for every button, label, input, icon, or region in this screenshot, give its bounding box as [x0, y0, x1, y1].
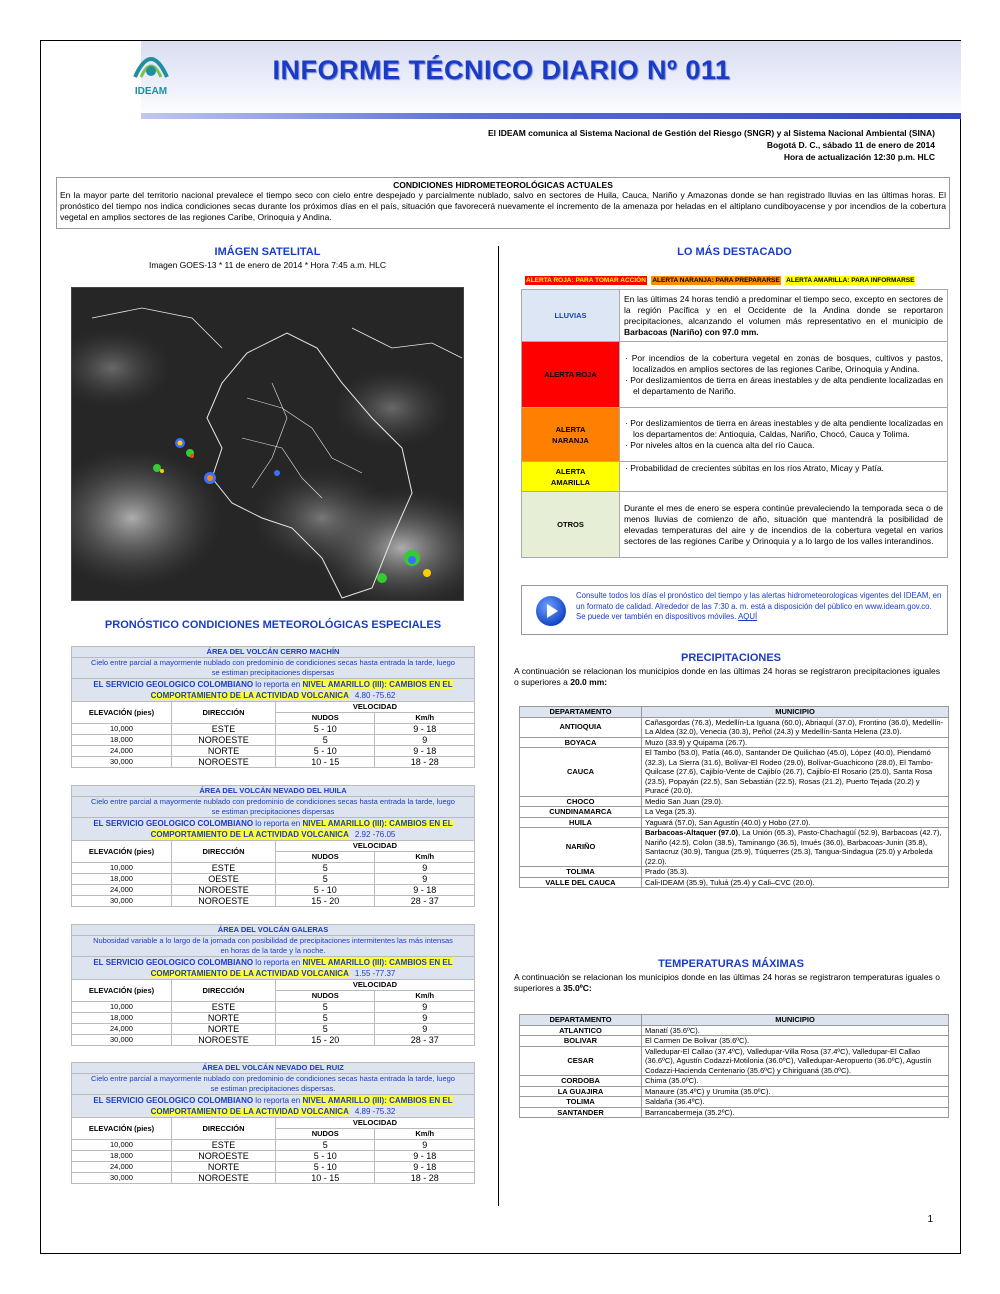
- report-title: INFORME TÉCNICO DIARIO Nº 011: [272, 55, 731, 85]
- wind-row: [72, 1140, 475, 1151]
- highlights-table: [521, 289, 948, 558]
- precip-mun-text: Muzo (33.9) y Quipama (26.7).: [645, 737, 748, 747]
- precip-department: CHOCO: [520, 796, 642, 807]
- volcano-desc-line: Nubosidad variable a lo largo de la jornada con posibilidad de precipitaciones intermitentes las más intensas: [93, 936, 453, 945]
- cat-naranja-l2: NARANJA: [552, 435, 589, 445]
- precip-department: NARIÑO: [520, 828, 642, 867]
- wind-elevation: 30,000: [72, 757, 172, 768]
- wind-knots: 5: [276, 1013, 375, 1024]
- satellite-caption: Imagen GOES-13 * 11 de enero de 2014 * Hora 7:45 a.m. HLC: [148, 260, 387, 270]
- volcano-alert: [72, 957, 475, 980]
- naranja-item-text: Por deslizamientos de tierra en áreas inestables y de alta pendiente localizadas en los departamentos de: Antioquia, Caldas, Nariño, Chocó, Cauca y Tolima.: [630, 418, 943, 439]
- conditions-title: CONDICIONES HIDROMETEOROLÓGICAS ACTUALES: [393, 180, 613, 190]
- wind-knots: 5 - 10: [276, 746, 375, 757]
- roja-item-text: Por deslizamientos de tierra en áreas inestables y de alta pendiente localizadas en el departamento de Nariño.: [630, 374, 943, 396]
- sgc-mid: lo reporta en: [253, 1096, 303, 1105]
- precip-col-dep: DEPARTAMENTO: [520, 707, 642, 718]
- volcano-alert: [72, 1095, 475, 1118]
- precip-intro-text: A continuación se relacionan los municipios donde en las últimas 24 horas se registraron precipitaciones iguales o superiores a: [514, 666, 940, 687]
- precip-department: BOYACA: [520, 737, 642, 748]
- satellite-image: [71, 287, 464, 601]
- col-kmh: Km/h: [375, 991, 475, 1002]
- amarilla-item-text: Probabilidad de crecientes súbitas en los ríos Atrato, Micay y Patía.: [630, 463, 884, 473]
- temps-header-row: [520, 1015, 949, 1026]
- volcano-level-2: COMPORTAMIENTO DE LA ACTIVIDAD VOLCANICA: [150, 691, 349, 700]
- temps-row: [520, 1086, 949, 1097]
- volcano-desc-row: [72, 658, 475, 679]
- volcano-coords: 2.92 -76.05: [354, 830, 396, 839]
- sgc-mid: lo reporta en: [253, 680, 303, 689]
- sgc-mid: lo reporta en: [253, 819, 303, 828]
- volcano-area-row: [72, 647, 475, 658]
- precip-municipalities: [642, 867, 949, 878]
- precip-department: HUILA: [520, 817, 642, 828]
- temps-department: SANTANDER: [520, 1107, 642, 1118]
- volcano-area-row: [72, 786, 475, 797]
- volcano-level: NIVEL AMARILLO (III): CAMBIOS EN EL: [302, 680, 453, 689]
- volcano-table: [71, 1062, 475, 1184]
- col-kmh: Km/h: [375, 852, 475, 863]
- precip-department: CAUCA: [520, 748, 642, 797]
- roja-item: · Por deslizamientos de tierra en áreas inestables y de alta pendiente localizadas en el departamento de Nariño.: [625, 374, 943, 396]
- volcano-desc-row: [72, 1074, 475, 1095]
- naranja-item-text: Por niveles altos en la cuenca alta del río Cauca.: [630, 440, 815, 450]
- temps-municipalities: Saldaña (36.4ºC).: [642, 1097, 949, 1108]
- precip-rows: [520, 717, 949, 888]
- cat-lluvias: LLUVIAS: [522, 290, 620, 342]
- col-direction: DIRECCIÓN: [172, 1118, 276, 1140]
- col-velocity: VELOCIDAD: [276, 841, 475, 852]
- volcano-area: ÁREA DEL VOLCÁN NEVADO DEL RUIZ: [72, 1063, 475, 1074]
- wind-elevation: 24,000: [72, 885, 172, 896]
- volcano-desc: [72, 658, 475, 679]
- temps-row: [520, 1097, 949, 1108]
- volcano-table: [71, 785, 475, 907]
- info-link[interactable]: AQUÍ: [738, 612, 758, 621]
- precip-mun-text: La Vega (25.3).: [645, 807, 697, 816]
- volcano-colhead-row: [72, 841, 475, 852]
- temps-department: ATLANTICO: [520, 1025, 642, 1036]
- wind-row: [72, 1024, 475, 1035]
- precip-row: [520, 796, 949, 807]
- wind-kmh: 9 - 18: [375, 746, 475, 757]
- legend-red: ALERTA ROJA: PARA TOMAR ACCIÓN: [526, 277, 646, 284]
- wind-kmh: 9: [375, 1024, 475, 1035]
- legend-orange: ALERTA NARANJA: PARA PREPARARSE: [652, 277, 780, 284]
- precip-row: [520, 828, 949, 867]
- wind-elevation: 24,000: [72, 1024, 172, 1035]
- precip-max-value: Barbacoas-Altaquer (97.0): [645, 828, 738, 837]
- col-kmh: Km/h: [375, 1129, 475, 1140]
- precip-threshold: 20.0 mm:: [570, 677, 608, 687]
- wind-elevation: 18,000: [72, 735, 172, 746]
- sgc-name: EL SERVICIO GEOLOGICO COLOMBIANO: [93, 680, 254, 689]
- temps-department: CESAR: [520, 1046, 642, 1076]
- conditions-box: [56, 177, 950, 229]
- volcano-desc: [72, 1074, 475, 1095]
- volcano-desc-line: se estiman precipitaciones dispersas.: [210, 1084, 336, 1093]
- volcano-alert: [72, 679, 475, 702]
- precip-mun-text: Medio San Juan (29.0).: [645, 796, 723, 806]
- wind-knots: 5 - 10: [276, 724, 375, 735]
- intro-date: Bogotá D. C., sábado 11 de enero de 2014: [766, 140, 935, 150]
- cat-otros: OTROS: [522, 492, 620, 558]
- wind-row: [72, 1162, 475, 1173]
- temps-municipalities: Manaure (35.4ºC) y Urumita (35.0ºC).: [642, 1086, 949, 1097]
- wind-row: [72, 1173, 475, 1184]
- precip-department: ANTIOQUIA: [520, 717, 642, 737]
- temps-municipalities: Chima (35.0ºC).: [642, 1076, 949, 1087]
- wind-direction: NOROESTE: [172, 757, 276, 768]
- temps-col-mun: MUNICIPIO: [642, 1015, 949, 1026]
- precip-intro: [514, 666, 940, 688]
- otros-text: Durante el mes de enero se espera continúe prevaleciendo la temporada seca o de menos lluvias de comienzo de año, situación que mantendrá la posibilidad de elevadas temperaturas del aire y de incendios de la cobertura vegetal en varios sectores de las regiones Caribe y Orinoquia y a lo largo de los valles interandinos.: [620, 492, 948, 558]
- precip-mun-text: El Tambo (53.0), Patía (46.0), Santander De Quilichao (45.0), López (40.0), Piendamó (32.3), La Sierra (31.6), Bolívar-El Rodeo (29.0), Bolívar-Guachicono (28.0), El Tambo-Quilcase (27.6), Cajibío-Vente de Cajibío (26.7), Cajibío-El Rosario (25.0), Santa Rosa (23.5), Popayán (22.5), San Sebastián (22.5), Rosas (21.2), Puerto Tejada (20.2) y Puracé (20.0).: [645, 748, 933, 795]
- row-alerta-roja: [522, 342, 948, 408]
- wind-direction: NORTE: [172, 1162, 276, 1173]
- wind-kmh: 9 - 18: [375, 885, 475, 896]
- satellite-title: IMÁGEN SATELITAL: [214, 246, 321, 258]
- temps-intro: [514, 972, 940, 994]
- lluvias-text-bold: Barbacoas (Nariño) con 97.0 mm.: [624, 326, 759, 337]
- amarilla-item: · Probabilidad de crecientes súbitas en los ríos Atrato, Micay y Patía.: [625, 463, 884, 473]
- column-divider: [498, 246, 499, 1206]
- col-velocity: VELOCIDAD: [276, 702, 475, 713]
- temps-threshold: 35.0ºC:: [563, 983, 592, 993]
- volcano-desc-line: se estiman precipitaciones dispersas: [211, 668, 335, 677]
- wind-kmh: 9 - 18: [375, 1151, 475, 1162]
- cat-alerta-roja: ALERTA ROJA: [522, 342, 620, 408]
- row-alerta-naranja: [522, 408, 948, 462]
- col-nudos: NUDOS: [276, 713, 375, 724]
- wind-direction: NORTE: [172, 746, 276, 757]
- row-otros: [522, 492, 948, 558]
- wind-elevation: 10,000: [72, 1140, 172, 1151]
- wind-elevation: 24,000: [72, 746, 172, 757]
- wind-kmh: 28 - 37: [375, 896, 475, 907]
- roja-text: [620, 342, 948, 408]
- wind-row: [72, 874, 475, 885]
- volcano-level: NIVEL AMARILLO (III): CAMBIOS EN EL: [302, 1096, 453, 1105]
- precip-title: PRECIPITACIONES: [680, 652, 782, 664]
- volcano-area-row: [72, 1063, 475, 1074]
- temps-municipalities: Manatí (35.6ºC).: [642, 1025, 949, 1036]
- legend-yellow: ALERTA AMARILLA: PARA INFORMARSE: [786, 277, 915, 284]
- temps-row: [520, 1025, 949, 1036]
- sgc-name: EL SERVICIO GEOLOGICO COLOMBIANO: [93, 819, 254, 828]
- wind-direction: NOROESTE: [172, 896, 276, 907]
- volcano-colhead-row: [72, 980, 475, 991]
- wind-elevation: 10,000: [72, 1002, 172, 1013]
- header-stripe: [141, 113, 961, 119]
- temps-municipalities: El Carmen De Bolivar (35.6ºC).: [642, 1036, 949, 1047]
- wind-row: [72, 1151, 475, 1162]
- volcano-desc-line: Cielo entre parcial a mayormente nublado con predominio de condiciones secas hasta entrada la tarde, luego: [91, 1074, 455, 1083]
- info-text: [576, 591, 942, 623]
- wind-kmh: 9: [375, 863, 475, 874]
- volcano-area: ÁREA DEL VOLCÁN GALERAS: [72, 925, 475, 936]
- wind-row: [72, 1013, 475, 1024]
- volcano-alert-row: [72, 1095, 475, 1118]
- wind-knots: 5: [276, 1002, 375, 1013]
- wind-row: [72, 724, 475, 735]
- precip-col-mun: MUNICIPIO: [642, 707, 949, 718]
- play-icon[interactable]: [536, 596, 566, 626]
- naranja-item: · Por niveles altos en la cuenca alta del río Cauca.: [625, 440, 815, 450]
- wind-kmh: 9: [375, 1140, 475, 1151]
- temps-department: BOLIVAR: [520, 1036, 642, 1047]
- report-page: [40, 40, 961, 1254]
- col-nudos: NUDOS: [276, 852, 375, 863]
- roja-item: · Por incendios de la cobertura vegetal en zonas de bosques, cultivos y pastos, localizados en amplios sectores de las regiones Caribe, Orinoquia y Andina.: [625, 352, 943, 374]
- wind-elevation: 10,000: [72, 724, 172, 735]
- wind-knots: 10 - 15: [276, 1173, 375, 1184]
- wind-row: [72, 885, 475, 896]
- wind-direction: ESTE: [172, 724, 276, 735]
- volcano-level-2: COMPORTAMIENTO DE LA ACTIVIDAD VOLCANICA: [150, 830, 349, 839]
- wind-kmh: 18 - 28: [375, 757, 475, 768]
- volcano-colhead-row: [72, 702, 475, 713]
- precip-municipalities: [642, 748, 949, 797]
- wind-knots: 5 - 10: [276, 1151, 375, 1162]
- volcano-coords: 4.80 -75.62: [354, 691, 396, 700]
- precip-row: [520, 807, 949, 818]
- wind-elevation: 24,000: [72, 1162, 172, 1173]
- volcano-area-row: [72, 925, 475, 936]
- info-box: [521, 585, 948, 635]
- wind-elevation: 18,000: [72, 874, 172, 885]
- wind-knots: 10 - 15: [276, 757, 375, 768]
- wind-knots: 5: [276, 1024, 375, 1035]
- volcano-desc-row: [72, 797, 475, 818]
- wind-direction: NORTE: [172, 1013, 276, 1024]
- naranja-text: [620, 408, 948, 462]
- temps-intro-text: A continuación se relacionan los municipios donde en las últimas 24 horas se registraron temperaturas iguales o superiores a: [514, 972, 940, 993]
- cat-alerta-naranja: [522, 408, 620, 462]
- precip-mun-text: Prado (35.3).: [645, 867, 689, 876]
- volcano-level: NIVEL AMARILLO (III): CAMBIOS EN EL: [302, 958, 453, 967]
- highlights-title: LO MÁS DESTACADO: [677, 246, 792, 258]
- temps-department: CORDOBA: [520, 1076, 642, 1087]
- cat-alerta-amarilla: [522, 462, 620, 492]
- volcano-desc-row: [72, 936, 475, 957]
- precip-municipalities: [642, 737, 949, 748]
- intro-update-time: Hora de actualización 12:30 p.m. HLC: [783, 152, 935, 162]
- wind-kmh: 9: [375, 1002, 475, 1013]
- wind-row: [72, 757, 475, 768]
- wind-row: [72, 746, 475, 757]
- precip-mun-text: Cali-IDEAM (35.9), Tuluá (25.4) y Cali–CVC (20.0).: [645, 877, 815, 887]
- wind-direction: ESTE: [172, 1002, 276, 1013]
- wind-direction: NORTE: [172, 1024, 276, 1035]
- precip-row: [520, 737, 949, 748]
- volcano-table: [71, 646, 475, 768]
- row-lluvias: [522, 290, 948, 342]
- wind-row: [72, 735, 475, 746]
- precip-mun-text: Cañasgordas (76.3), Medellín-La Iguana (60.0), Abriaquí (37.0), Frontino (36.0), Medellín-La Aldea (32.0), Venecia (30.3), Peñol (24.3) y Medellín-Santa Helena (23.0).: [645, 717, 944, 736]
- wind-direction: NOROESTE: [172, 1035, 276, 1046]
- temps-row: [520, 1076, 949, 1087]
- forecast-title: PRONÓSTICO CONDICIONES METEOROLÓGICAS ESPECIALES: [104, 619, 442, 631]
- sgc-mid: lo reporta en: [253, 958, 303, 967]
- volcano-table: [71, 924, 475, 1046]
- wind-elevation: 30,000: [72, 1173, 172, 1184]
- col-elevation: ELEVACIÓN (pies): [72, 1118, 172, 1140]
- wind-elevation: 18,000: [72, 1013, 172, 1024]
- wind-knots: 15 - 20: [276, 896, 375, 907]
- wind-knots: 5: [276, 874, 375, 885]
- col-elevation: ELEVACIÓN (pies): [72, 702, 172, 724]
- volcano-colhead-row: [72, 1118, 475, 1129]
- wind-elevation: 30,000: [72, 896, 172, 907]
- wind-row: [72, 1035, 475, 1046]
- col-nudos: NUDOS: [276, 1129, 375, 1140]
- row-alerta-amarilla: [522, 462, 948, 492]
- precip-department: TOLIMA: [520, 867, 642, 878]
- col-elevation: ELEVACIÓN (pies): [72, 980, 172, 1002]
- wind-elevation: 30,000: [72, 1035, 172, 1046]
- wind-knots: 15 - 20: [276, 1035, 375, 1046]
- wind-kmh: 28 - 37: [375, 1035, 475, 1046]
- volcano-coords: 4.89 -75.32: [354, 1107, 396, 1116]
- page-number: 1: [927, 1214, 933, 1225]
- alert-legend: [525, 269, 945, 287]
- temps-row: [520, 1036, 949, 1047]
- precip-row: [520, 867, 949, 878]
- precip-municipalities: [642, 877, 949, 888]
- col-elevation: ELEVACIÓN (pies): [72, 841, 172, 863]
- sgc-name: EL SERVICIO GEOLOGICO COLOMBIANO: [93, 1096, 254, 1105]
- conditions-text: En la mayor parte del territorio nacional prevalece el tiempo seco con cielo entre despejado y parcialmente nublado, salvo en sectores de Huila, Cauca, Nariño y Amazonas donde se han registrado lluvias en las últimas horas. El pronóstico del tiempo nos indica condiciones secas durante los próximos días en el país, situación que favorecerá nuevamente el incremento de la amenaza por heladas en el altiplano cundiboyacense y por incendios de la cobertura vegetal en amplios sectores de las regiones Caribe, Orinoquia y Andina.: [60, 190, 946, 222]
- precip-row: [520, 748, 949, 797]
- volcano-desc-line: Cielo entre parcial a mayormente nublado con predominio de condiciones secas hasta entrada la tarde, luego: [91, 797, 455, 806]
- wind-direction: ESTE: [172, 1140, 276, 1151]
- temps-department: LA GUAJIRA: [520, 1086, 642, 1097]
- intro-block: [488, 127, 935, 163]
- temps-municipalities: Valledupar-El Callao (37.4ºC), Valledupar-Villa Rosa (37.4ºC), Valledupar-El Callao (36.6ºC), Agustín Codazzi-Motilonia (36.0ºC), Valledupar-Aeropuerto (36.0ºC), Agustín Codazzi-Hacienda Centenario (35.6ºC) y Chiriguaná (35.0ºC).: [642, 1046, 949, 1076]
- volcano-alert-row: [72, 957, 475, 980]
- wind-knots: 5 - 10: [276, 1162, 375, 1173]
- sgc-name: EL SERVICIO GEOLOGICO COLOMBIANO: [93, 958, 254, 967]
- volcano-desc-line: se estiman precipitaciones dispersas: [211, 807, 335, 816]
- amarilla-text: [620, 462, 948, 492]
- volcano-desc-line: Cielo entre parcial a mayormente nublado con predominio de condiciones secas hasta entrada la tarde, luego: [91, 658, 455, 667]
- volcano-desc: [72, 797, 475, 818]
- temps-row: [520, 1046, 949, 1076]
- wind-row: [72, 1002, 475, 1013]
- precip-header-row: [520, 707, 949, 718]
- temps-col-dep: DEPARTAMENTO: [520, 1015, 642, 1026]
- lluvias-text: [620, 290, 948, 342]
- wind-direction: NOROESTE: [172, 1151, 276, 1162]
- volcano-desc: [72, 936, 475, 957]
- col-velocity: VELOCIDAD: [276, 1118, 475, 1129]
- wind-direction: ESTE: [172, 863, 276, 874]
- temps-table: [519, 1014, 949, 1118]
- wind-elevation: 18,000: [72, 1151, 172, 1162]
- col-nudos: NUDOS: [276, 991, 375, 1002]
- precip-table: [519, 706, 949, 888]
- wind-kmh: 9: [375, 735, 475, 746]
- temps-row: [520, 1107, 949, 1118]
- cat-amarilla-l2: AMARILLA: [550, 477, 591, 487]
- wind-direction: NOROESTE: [172, 1173, 276, 1184]
- wind-kmh: 9: [375, 874, 475, 885]
- wind-kmh: 9: [375, 1013, 475, 1024]
- volcano-alert: [72, 818, 475, 841]
- wind-row: [72, 896, 475, 907]
- col-velocity: VELOCIDAD: [276, 980, 475, 991]
- precip-municipalities: [642, 807, 949, 818]
- precip-row: [520, 877, 949, 888]
- wind-row: [72, 863, 475, 874]
- temps-title: TEMPERATURAS MÁXIMAS: [658, 958, 804, 970]
- intro-line: El IDEAM comunica al Sistema Nacional de Gestión del Riesgo (SNGR) y al Sistema Nacional Ambiental (SINA): [488, 128, 935, 138]
- wind-knots: 5 - 10: [276, 885, 375, 896]
- wind-kmh: 9 - 18: [375, 724, 475, 735]
- precip-municipalities: [642, 796, 949, 807]
- wind-direction: OESTE: [172, 874, 276, 885]
- precip-row: [520, 717, 949, 737]
- col-direction: DIRECCIÓN: [172, 980, 276, 1002]
- satellite-map-icon: [72, 288, 464, 601]
- precip-department: VALLE DEL CAUCA: [520, 877, 642, 888]
- precip-mun-text: Yaguará (57.0), San Agustín (40.0) y Hobo (27.0).: [645, 817, 811, 827]
- wind-direction: NOROESTE: [172, 885, 276, 896]
- volcano-coords: 1.55 -77.37: [354, 969, 396, 978]
- col-kmh: Km/h: [375, 713, 475, 724]
- precip-row: [520, 817, 949, 828]
- wind-knots: 5: [276, 863, 375, 874]
- wind-knots: 5: [276, 735, 375, 746]
- cat-naranja-l1: ALERTA: [555, 424, 586, 434]
- precip-department: CUNDINAMARCA: [520, 807, 642, 818]
- temps-rows: [520, 1025, 949, 1118]
- wind-knots: 5: [276, 1140, 375, 1151]
- volcano-level-2: COMPORTAMIENTO DE LA ACTIVIDAD VOLCANICA: [150, 1107, 349, 1116]
- precip-municipalities: [642, 828, 949, 867]
- volcano-level: NIVEL AMARILLO (III): CAMBIOS EN EL: [302, 819, 453, 828]
- precip-municipalities: [642, 817, 949, 828]
- col-direction: DIRECCIÓN: [172, 702, 276, 724]
- wind-kmh: 18 - 28: [375, 1173, 475, 1184]
- volcano-level-2: COMPORTAMIENTO DE LA ACTIVIDAD VOLCANICA: [150, 969, 349, 978]
- wind-direction: NOROESTE: [172, 735, 276, 746]
- cat-amarilla-l1: ALERTA: [555, 466, 586, 476]
- logo-text: IDEAM: [134, 86, 168, 97]
- precip-mun-text: , La Unión (65.3), Pasto-Chachagüí (52.9), Barbacoas (42.7), Nariño (42.5), Colon (38.5), Taminango (36.5), Imués (36.0), Barbacoas-Junin (35.8), Santacruz (30.9), Tangua (25.9), Túquerres (25.3), Tangua-Sindagua (25.0) y Arboleda (22.0).: [645, 828, 942, 866]
- volcano-alert-row: [72, 818, 475, 841]
- col-direction: DIRECCIÓN: [172, 841, 276, 863]
- volcano-area: ÁREA DEL VOLCÁN NEVADO DEL HUILA: [72, 786, 475, 797]
- naranja-item: · Por deslizamientos de tierra en áreas inestables y de alta pendiente localizadas en los departamentos de: Antioquia, Caldas, Nariño, Chocó, Cauca y Tolima.: [625, 418, 943, 439]
- wind-elevation: 10,000: [72, 863, 172, 874]
- volcano-desc-line: en horas de la tarde y la noche.: [220, 946, 326, 955]
- volcano-area: ÁREA DEL VOLCÁN CERRO MACHÍN: [72, 647, 475, 658]
- precip-municipalities: [642, 717, 949, 737]
- wind-kmh: 9 - 18: [375, 1162, 475, 1173]
- volcano-alert-row: [72, 679, 475, 702]
- info-text-body: Consulte todos los días el pronóstico del tiempo y las alertas hidrometeorologicas vigentes del IDEAM, en un formato de calidad. Alrededor de las 7:30 a. m. está a disposición del público en www.ideam.gov.co. Se puede ver también en dispositivos móviles.: [576, 591, 942, 621]
- temps-municipalities: Barrancabermeja (35.2ºC).: [642, 1107, 949, 1118]
- lluvias-text-body: En las últimas 24 horas tendió a predominar el tiempo seco, excepto en sectores de la región Pacífica y en el Occidente de la Andina donde se reportaron precipitaciones, alcanzando el volumen más representativo en el municipio de: [624, 293, 943, 326]
- roja-item-text: Por incendios de la cobertura vegetal en zonas de bosques, cultivos y pastos, localizados en amplios sectores de las regiones Caribe, Orinoquia y Andina.: [631, 352, 943, 374]
- temps-department: TOLIMA: [520, 1097, 642, 1108]
